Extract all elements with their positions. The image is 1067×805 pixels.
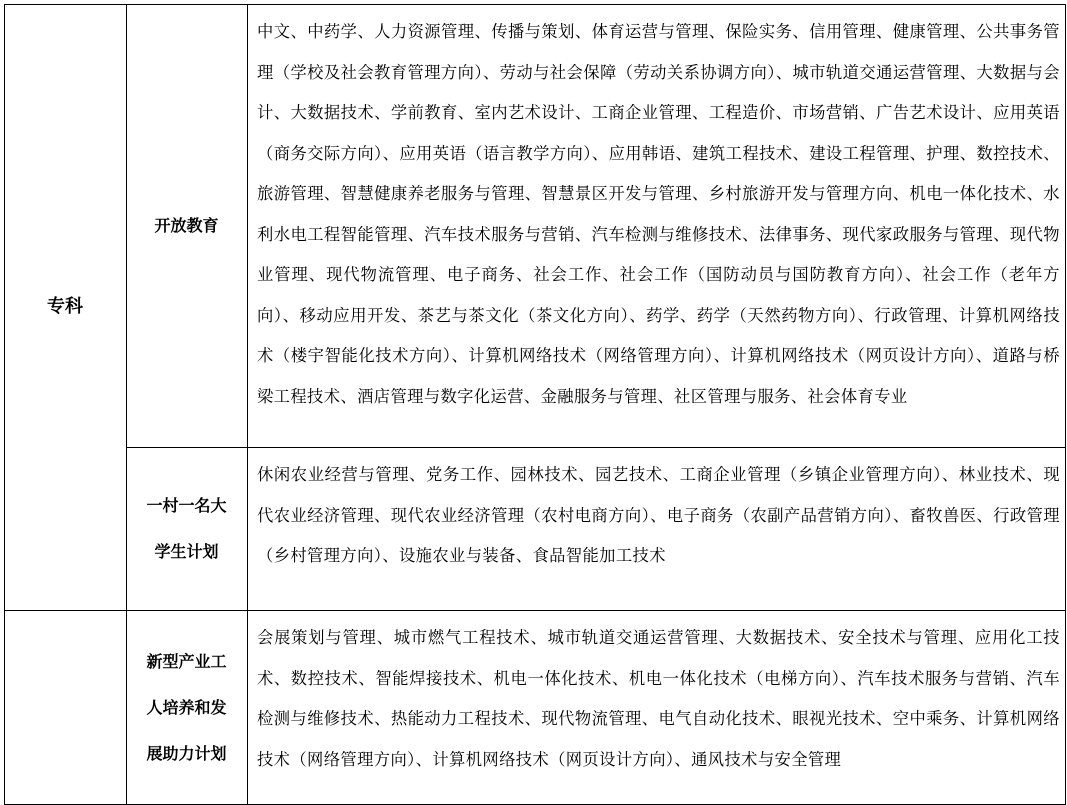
majors-list: 休闲农业经营与管理、党务工作、园林技术、园艺技术、工商企业管理（乡镇企业管理方向）、林业技术、现代农业经济管理、现代农业经济管理（农村电商方向）、电子商务（农副产品营销方向）、畜牧兽医、行政管理（乡村管理方向）、设施农业与装备、食品智能加工技术 bbox=[257, 465, 1060, 565]
program-label: 新型产业工人培养和发展助力计划 bbox=[146, 651, 227, 763]
program-label: 一村一名大学生计划 bbox=[146, 495, 227, 561]
majors-list: 会展策划与管理、城市燃气工程技术、城市轨道交通运营管理、大数据技术、安全技术与管理、应用化工技术、数控技术、智能焊接技术、机电一体化技术、机电一体化技术（电梯方向）、汽车技术服务与营销、汽车检测与维修技术、热能动力工程技术、现代物流管理、电气自动化技术、眼视光技术、空中乘务、计算机网络技术（网络管理方向）、计算机网络技术（网页设计方向）、通风技术与安全管理 bbox=[257, 628, 1060, 769]
level-label: 专科 bbox=[47, 296, 83, 317]
majors-list: 中文、中药学、人力资源管理、传播与策划、体育运营与管理、保险实务、信用管理、健康管理、公共事务管理（学校及社会教育管理方向）、劳动与社会保障（劳动关系协调方向）、城市轨道交通运营管理、大数据与会计、大数据技术、学前教育、室内艺术设计、工商企业管理、工程造价、市场营销、广告艺术设计、应用英语（商务交际方向）、应用英语（语言教学方向）、应用韩语、建筑工程技术、建设工程管理、护理、数控技术、旅游管理、智慧健康养老服务与管理、智慧景区开发与管理、乡村旅游开发与管理方向、机电一体化技术、水利水电工程智能管理、汽车技术服务与营销、汽车检测与维修技术、法律事务、现代家政服务与管理、现代物业管理、现代物流管理、电子商务、社会工作、社会工作（国防动员与国防教育方向）、社会工作（老年方向）、移动应用开发、茶艺与茶文化（茶文化方向）、药学、药学（天然药物方向）、行政管理、计算机网络技术（楼宇智能化技术方向）、计算机网络技术（网络管理方向）、计算机网络技术（网页设计方向）、道路与桥梁工程技术、酒店管理与数字化运营、金融服务与管理、社区管理与服务、社会体育专业 bbox=[257, 22, 1060, 406]
program-label: 开放教育 bbox=[154, 215, 219, 235]
table-border-left bbox=[4, 4, 5, 805]
majors-table bbox=[4, 4, 1066, 805]
